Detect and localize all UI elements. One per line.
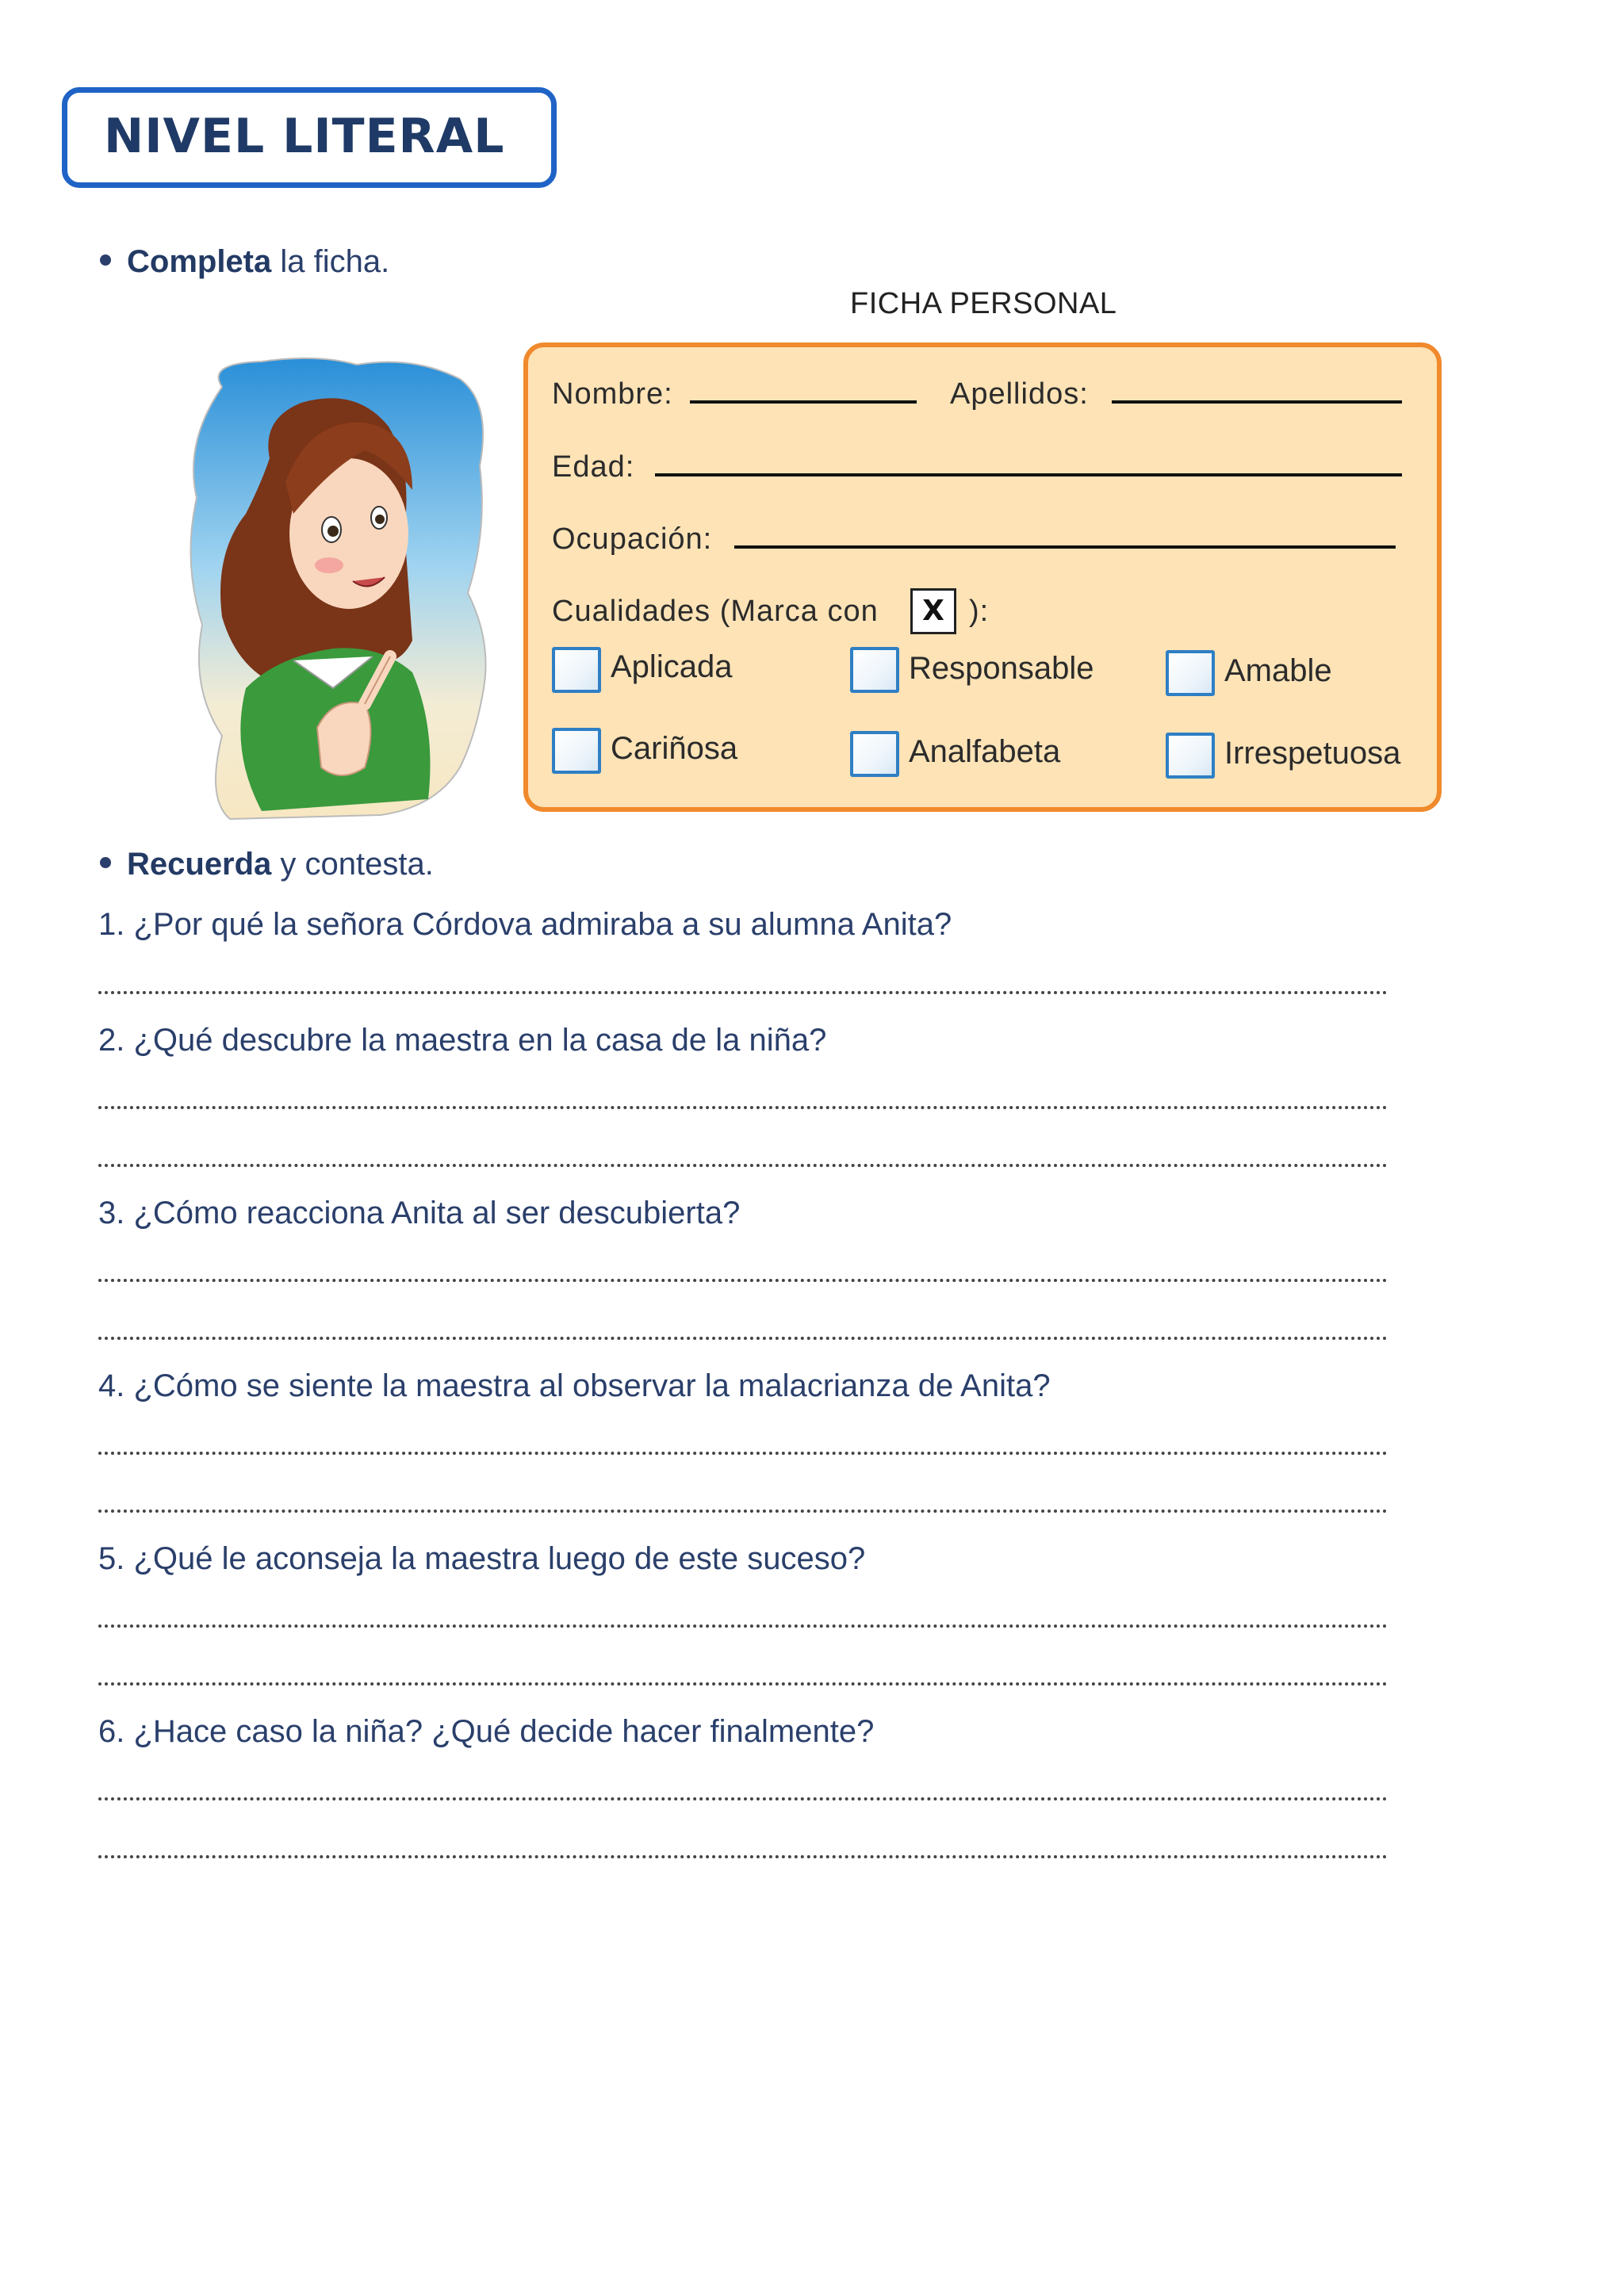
answer-line-6a[interactable] bbox=[98, 1797, 1388, 1800]
option-label-carinosa: Cariñosa bbox=[611, 731, 738, 766]
instruction-complete bbox=[100, 244, 389, 280]
edad-label: Edad: bbox=[552, 450, 635, 484]
mark-example-box: X bbox=[910, 588, 956, 634]
checkbox-aplicada[interactable] bbox=[552, 647, 601, 693]
apellidos-field[interactable] bbox=[1112, 400, 1402, 404]
answer-line-2b[interactable] bbox=[98, 1164, 1388, 1167]
option-label-responsable: Responsable bbox=[909, 651, 1094, 686]
answer-line-4a[interactable] bbox=[98, 1452, 1388, 1455]
question-4: 4. ¿Cómo se siente la maestra al observar la malacrianza de Anita? bbox=[98, 1368, 1051, 1403]
checkbox-irrespetuosa[interactable] bbox=[1166, 733, 1215, 779]
bullet-icon bbox=[100, 857, 111, 868]
ocupacion-field[interactable] bbox=[734, 545, 1396, 549]
option-label-irrespetuosa: Irrespetuosa bbox=[1224, 736, 1401, 771]
question-3: 3. ¿Cómo reacciona Anita al ser descubierta? bbox=[98, 1196, 741, 1230]
answer-line-5b[interactable] bbox=[98, 1682, 1388, 1686]
checkbox-responsable[interactable] bbox=[850, 647, 899, 693]
instruction-recall-rest: y contesta. bbox=[271, 847, 434, 882]
answer-line-2a[interactable] bbox=[98, 1106, 1388, 1109]
question-5: 5. ¿Qué le aconseja la maestra luego de este suceso? bbox=[98, 1541, 866, 1576]
answer-line-6b[interactable] bbox=[98, 1855, 1388, 1858]
instruction-recall-bold: Recuerda bbox=[127, 847, 272, 882]
girl-illustration bbox=[174, 355, 500, 823]
ocupacion-label: Ocupación: bbox=[552, 522, 713, 556]
answer-line-3a[interactable] bbox=[98, 1279, 1388, 1282]
option-label-amable: Amable bbox=[1224, 653, 1332, 688]
option-label-analfabeta: Analfabeta bbox=[909, 734, 1061, 769]
ficha-title: FICHA PERSONAL bbox=[850, 287, 1117, 320]
checkbox-amable[interactable] bbox=[1166, 650, 1215, 696]
answer-line-4b[interactable] bbox=[98, 1510, 1388, 1513]
edad-field[interactable] bbox=[655, 473, 1402, 476]
nombre-field[interactable] bbox=[690, 400, 917, 404]
checkbox-analfabeta[interactable] bbox=[850, 731, 899, 777]
answer-line-1a[interactable] bbox=[98, 991, 1388, 994]
apellidos-label: Apellidos: bbox=[950, 377, 1089, 411]
section-header-box bbox=[62, 87, 557, 188]
nombre-label: Nombre: bbox=[552, 377, 673, 411]
answer-line-3b[interactable] bbox=[98, 1337, 1388, 1340]
instruction-complete-rest: la ficha. bbox=[271, 244, 390, 279]
question-2: 2. ¿Qué descubre la maestra en la casa de la niña? bbox=[98, 1023, 827, 1058]
question-1: 1. ¿Por qué la señora Córdova admiraba a su alumna Anita? bbox=[98, 907, 952, 942]
answer-line-5a[interactable] bbox=[98, 1624, 1388, 1628]
bullet-icon bbox=[100, 254, 111, 266]
checkbox-carinosa[interactable] bbox=[552, 728, 601, 774]
option-label-aplicada: Aplicada bbox=[611, 649, 733, 684]
instruction-recall bbox=[100, 847, 434, 882]
cualidades-suffix: ): bbox=[969, 595, 990, 628]
question-6: 6. ¿Hace caso la niña? ¿Qué decide hacer finalmente? bbox=[98, 1714, 875, 1749]
section-title: NIVEL LITERAL bbox=[104, 109, 505, 164]
cualidades-label: Cualidades (Marca con bbox=[552, 595, 879, 628]
instruction-complete-bold: Completa bbox=[127, 244, 272, 279]
